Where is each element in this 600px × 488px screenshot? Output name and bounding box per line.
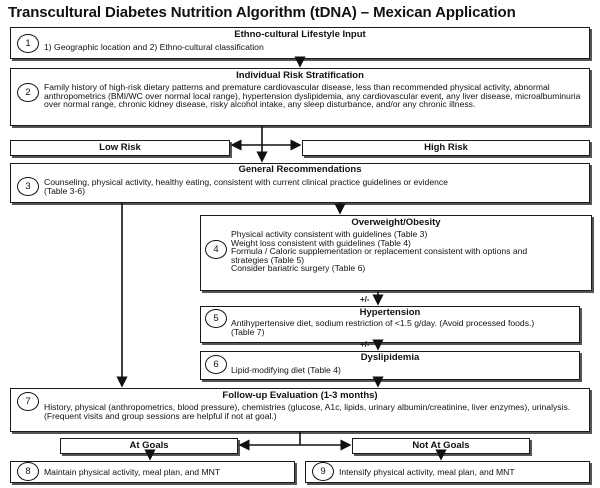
connector-label-2: +/- [360,340,370,349]
step-7-heading: Follow-up Evaluation (1-3 months) [222,390,378,401]
step-1-number: 1 [17,34,39,53]
step-2-number: 2 [17,83,39,102]
step-6-text: Lipid-modifying diet (Table 4) [231,365,341,375]
step-6-number: 6 [205,355,227,374]
connector-label-1: +/- [360,295,370,304]
step-9-number: 9 [312,462,334,481]
step-3-heading: General Recommendations [238,164,362,175]
page-title: Transcultural Diabetes Nutrition Algorithm (tDNA) – Mexican Application [8,4,516,21]
step-3-number: 3 [17,177,39,196]
step-1-heading: Ethno-cultural Lifestyle Input [234,29,366,40]
step-7-number: 7 [17,392,39,411]
step-3-text: Counseling, physical activity, healthy eating, consistent with current clinical practice guidelines or evidence (Table 3-6) [44,177,448,196]
step-9-text: Intensify physical activity, meal plan, and MNT [339,467,515,477]
step-4-text: Physical activity consistent with guidelines (Table 3) Weight loss consistent with guidelines (Table 4) Formula / Caloric supplementation or replacement consistent with options and strategies (Table 5) Consider bariatric surgery (Table 6) [231,229,528,274]
step-5-number: 5 [205,309,227,328]
step-2-heading: Individual Risk Stratification [236,70,364,81]
step-1-text: 1) Geographic location and 2) Ethno-cultural classification [44,42,264,52]
at-goals-box: At Goals [60,438,238,454]
step-5-heading: Hypertension [359,307,421,318]
step-2-text: Family history of high-risk dietary patterns and premature cardiovascular disease, less than recommended physical activity, abnormal anthropometrics (BMI/WC over normal local range), hypertension dyslipidemia, any cardiovascular event, any liver disease, microalbuminuria over normal range, chronic kidney disease, risky alcohol intake, any sleep disturbance, and/or any chronic illness. [44,82,581,110]
step-5-text: Antihypertensive diet, sodium restriction of <1.5 g/day. (Avoid processed foods.) (Table 7) [231,318,535,337]
step-4-heading: Overweight/Obesity [351,217,441,228]
step-8-text: Maintain physical activity, meal plan, and MNT [44,467,221,477]
high-risk-box: High Risk [302,140,590,156]
not-at-goals-box: Not At Goals [352,438,530,454]
step-8-number: 8 [17,462,39,481]
low-risk-box: Low Risk [10,140,230,156]
step-6-heading: Dyslipidemia [360,352,420,363]
step-7-text: History, physical (anthropometrics, blood pressure), chemistries (glucose, A1c, lipids, urinary albumin/creatinine, liver enzymes), urinalysis. (Frequent visits and group sessions are helpful if not at goal.) [44,402,571,421]
step-4-number: 4 [205,240,227,259]
